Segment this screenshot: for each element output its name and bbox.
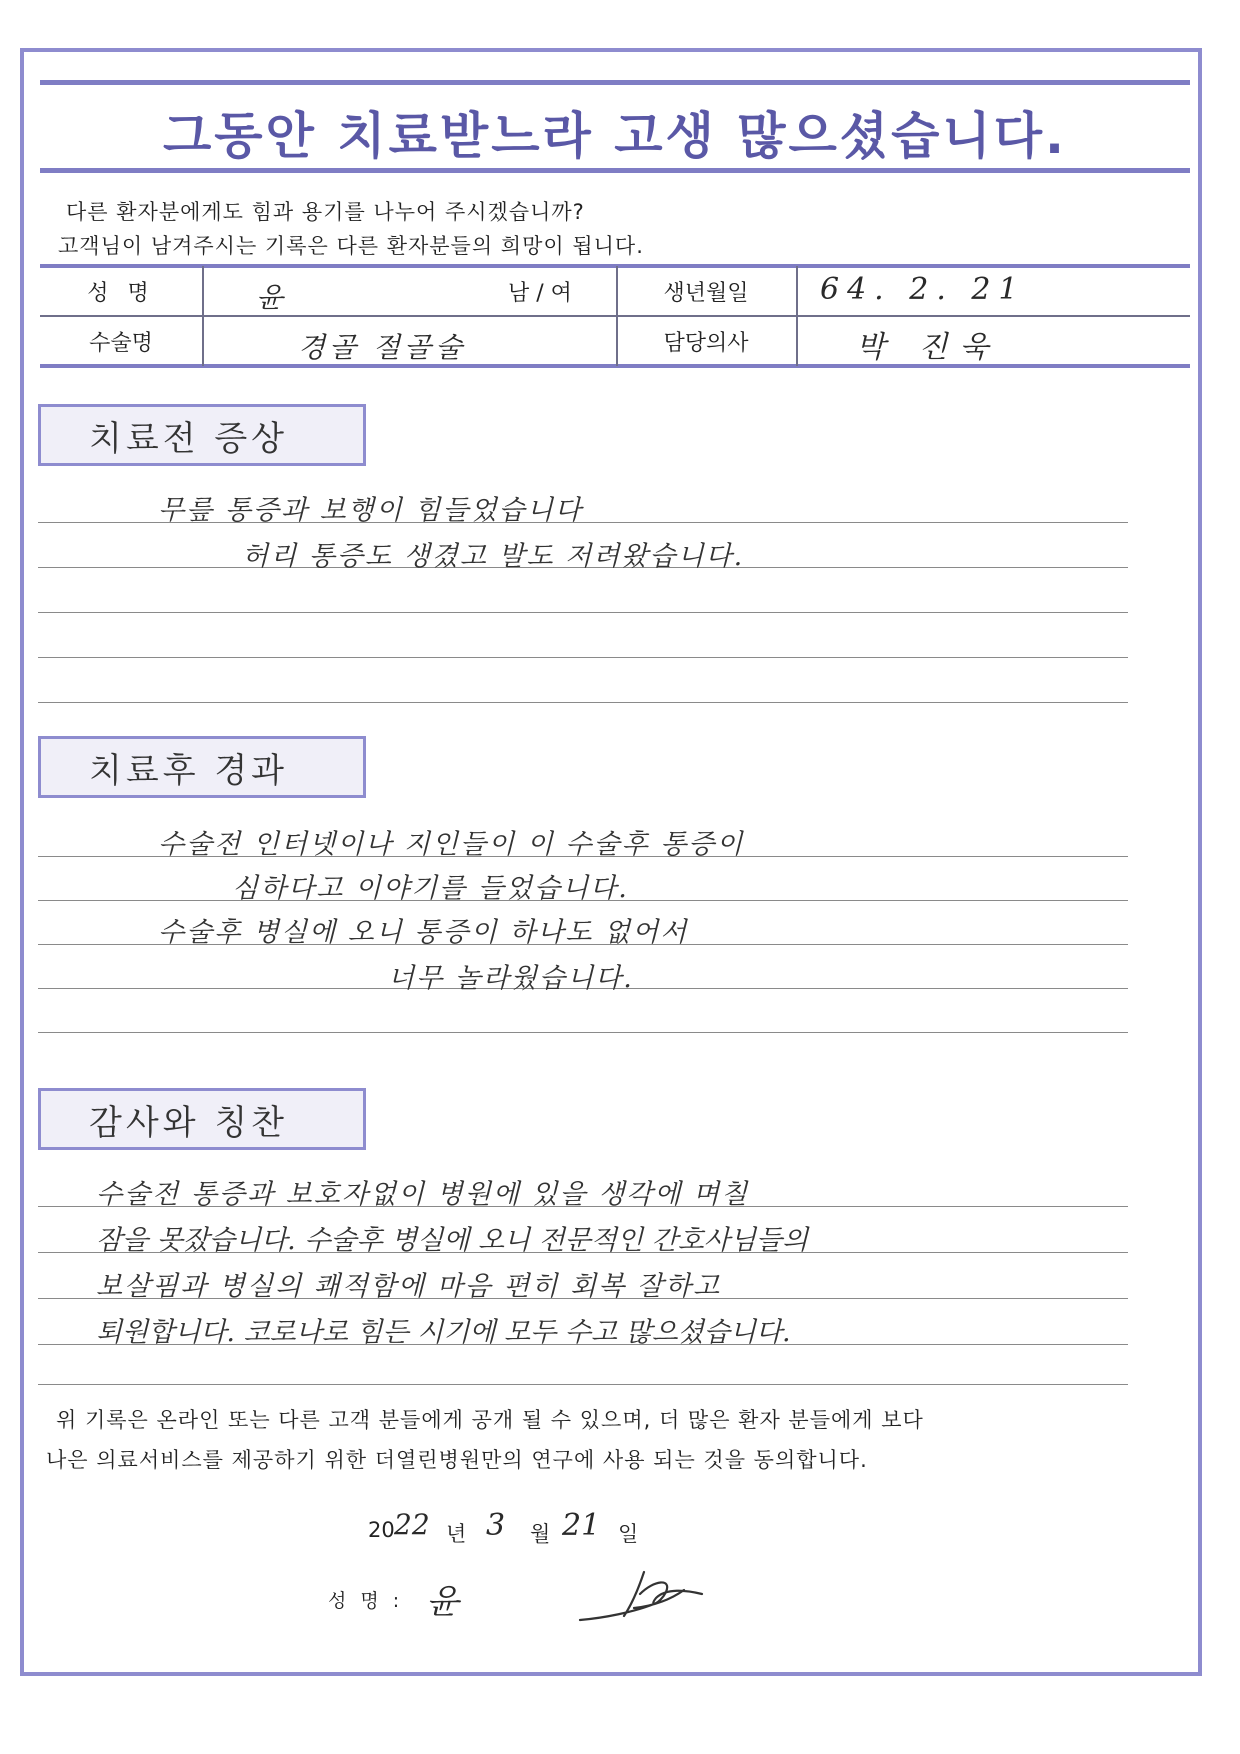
surgery-label: 수술명 [89,331,153,356]
handwritten-line: 너무 놀라웠습니다. [388,963,634,994]
intro-line-1: 다른 환자분에게도 힘과 용기를 나누어 주시겠습니까? [66,200,585,224]
surgery-value: 경골 절골술 [298,331,467,364]
name-value: 윤 [256,281,284,314]
date-day-label: 일 [618,1522,639,1546]
date-month-value: 3 [486,1508,506,1543]
handwritten-line: 무릎 통증과 보행이 힘들었습니다 [158,495,583,526]
table-divider [796,266,798,366]
table-divider [202,266,204,366]
handwritten-line: 수술전 인터넷이나 지인들이 이 수술후 통증이 [158,829,745,860]
signature-mark-icon [574,1560,714,1632]
date-month-label: 월 [530,1522,551,1546]
name-label: 성 명 [87,281,155,306]
consent-line-2: 나은 의료서비스를 제공하기 위한 더열린병원만의 연구에 사용 되는 것을 동의합니다. [46,1448,868,1472]
consent-line-1: 위 기록은 온라인 또는 다른 고객 분들에게 공개 될 수 있으며, 더 많은 환자 분들에게 보다 [56,1408,924,1432]
section-header-thanks [38,1088,366,1150]
table-top-rule [40,264,1190,268]
doctor-label: 담당의사 [663,331,749,356]
writing-line [38,702,1128,703]
signature-name: 윤 [426,1582,459,1622]
table-bottom-rule [40,364,1190,368]
date-day-value: 21 [562,1508,601,1543]
section-header-before [38,404,366,466]
intro-line-2: 고객님이 남겨주시는 기록은 다른 환자분들의 희망이 됩니다. [58,234,644,258]
date-year-value: 22 [394,1508,430,1541]
handwritten-line: 수술전 통증과 보호자없이 병원에 있을 생각에 며칠 [96,1179,750,1210]
writing-line [38,612,1128,613]
section-header-after [38,736,366,798]
handwritten-line: 보살핌과 병실의 쾌적함에 마음 편히 회복 잘하고 [96,1271,722,1302]
writing-line [38,1032,1128,1033]
section-title-thanks: 감사와 칭찬 [89,1102,289,1143]
date-year-label: 년 [446,1522,467,1546]
title-top-rule [40,80,1190,85]
writing-line [38,657,1128,658]
page-title: 그동안 치료받느라 고생 많으셨습니다. [162,107,1067,165]
doctor-value: 박 진욱 [856,330,1001,365]
handwritten-line: 수술후 병실에 오니 통증이 하나도 없어서 [158,917,689,948]
birth-label: 생년월일 [663,281,749,306]
writing-line [38,1384,1128,1385]
handwritten-line: 심하다고 이야기를 들었습니다. [232,873,629,904]
handwritten-line: 퇴원합니다. 코로나로 힘든 시기에 모두 수고 많으셨습니다. [96,1317,791,1348]
date-year-prefix: 20 [368,1518,395,1542]
gender-label: 남 / 여 [508,281,572,306]
table-middle-rule [40,315,1190,317]
signature-label: 성 명 : [328,1590,404,1612]
signature-stroke [580,1572,702,1620]
handwritten-line: 허리 통증도 생겼고 발도 저려왔습니다. [242,541,745,572]
title-bottom-rule [40,168,1190,173]
section-title-before: 치료전 증상 [89,418,289,459]
birth-value: 64. 2. 21 [820,272,1026,307]
section-title-after: 치료후 경과 [89,750,289,791]
handwritten-line: 잠을 못잤습니다. 수술후 병실에 오니 전문적인 간호사님들의 [96,1225,809,1256]
